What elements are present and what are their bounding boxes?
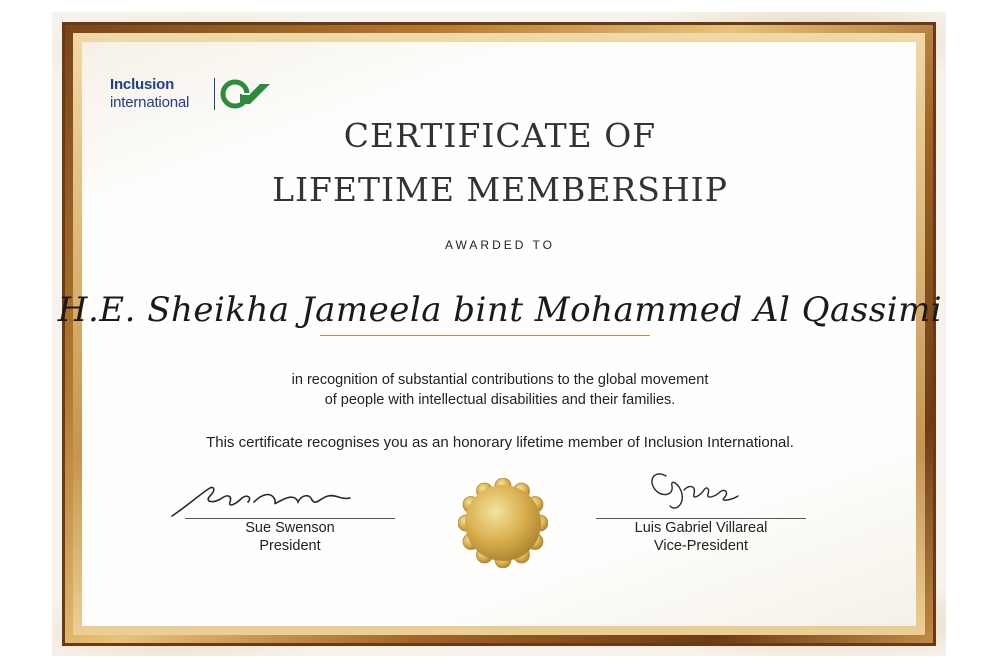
signatory-role-right: Vice-President: [653, 538, 749, 554]
recipient-name: H.E. Sheikha Jameela bint Mohammed Al Qassimi: [57, 290, 943, 330]
logo-mark-icon: [220, 78, 272, 110]
awarded-to-label: AWARDED TO: [444, 238, 555, 252]
recognition-text-line2: of people with intellectual disabilities and their families.: [324, 392, 676, 408]
signature-block-vice-president: [596, 466, 806, 555]
signatory-role-left: President: [259, 538, 321, 554]
signature-block-president: [170, 482, 410, 555]
signatory-name-right: Luis Gabriel Villareal: [634, 520, 768, 536]
signatory-name-left: Sue Swenson: [245, 520, 335, 536]
membership-statement: This certificate recognises you as an honorary lifetime member of Inclusion International.: [206, 434, 794, 451]
logo-text-inclusion: Inclusion: [110, 76, 175, 93]
logo-text-international: international: [110, 94, 190, 111]
inclusion-international-logo: [110, 76, 280, 114]
recognition-text-line1: in recognition of substantial contributions to the global movement: [291, 372, 709, 388]
recipient-underline: [320, 335, 650, 336]
gold-seal: [458, 478, 548, 568]
signature-luis-gabriel-villareal: [596, 466, 806, 518]
certificate-title-line1: CERTIFICATE OF: [343, 116, 657, 155]
signature-sue-swenson: [170, 482, 410, 518]
logo-divider: [214, 78, 215, 110]
certificate-title-line2: LIFETIME MEMBERSHIP: [272, 170, 728, 209]
